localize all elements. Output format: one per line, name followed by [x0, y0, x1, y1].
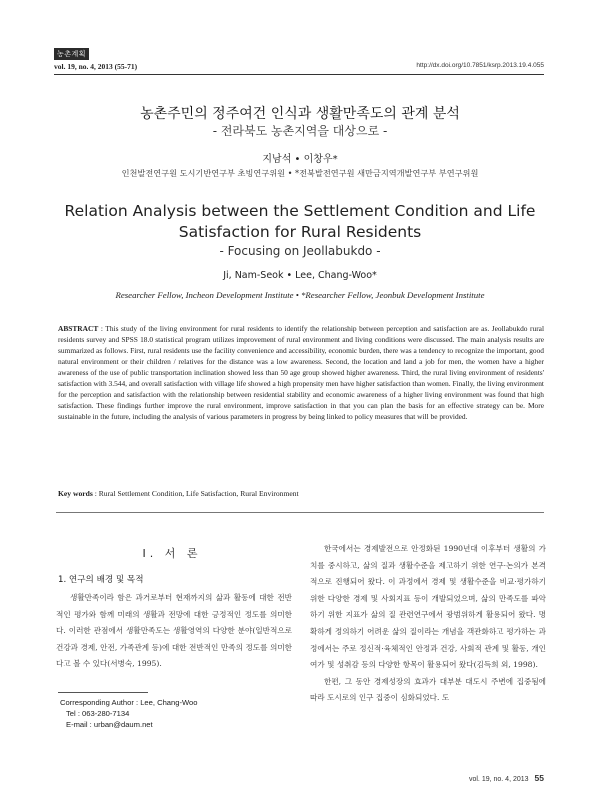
- keywords: [58, 489, 299, 498]
- journal-logo: 농촌계획: [54, 48, 89, 60]
- author-tel: Tel : 063-280-7134: [66, 709, 130, 718]
- section-heading: I. 서 론: [142, 547, 202, 560]
- footer-issue: vol. 19, no. 4, 2013: [468, 776, 529, 783]
- korean-subtitle: - 전라북도 농촌지역을 대상으로 -: [212, 124, 388, 138]
- keywords-divider: [56, 512, 544, 513]
- right-column: [310, 541, 546, 707]
- left-column: [56, 590, 292, 673]
- english-authors: Ji, Nam-Seok • Lee, Chang-Woo*: [223, 270, 377, 281]
- english-title-line1: Relation Analysis between the Settlement Condition and Life: [64, 202, 536, 220]
- abstract-text: : This study of the living environment for rural residents to identify the relationship between perception and satisfaction are as. Jeollabukdo rural residents survey and SPSS 18.0 statistical program utilizes improvement of rural environment and living conditions were discussed. The main analysis results are summarized as follows. First, rural residents use the facility convenience and accessibility, economic burden, there was a tendency to recognize the important, good natural environment or their children / relatives for the distance was a low awareness. Second, the location and land a job for men, the women have a higher awareness of the use of public transportation inclination showed less than 50 age group showed higher awareness. Third, the rural living environment of residents' satisfaction with 3.544, and overall satisfaction with village life showed a high propensity men have higher satisfaction than women. Finally, the living environment for the perception and satisfaction with the relationship between residential stability and economic awareness of a higher living environment was found that high satisfaction. These findings further improve the rural environment, improve satisfaction in that you can plan the basis for an effective strategy can be. More sustainable in the future, including the analysis of various parameters in progress by being linked to policy measures that will be provided.: [58, 324, 544, 421]
- corresponding-author: Corresponding Author : Lee, Chang-Woo: [60, 698, 198, 707]
- abstract: [58, 323, 544, 422]
- doi-link[interactable]: http://dx.doi.org/10.7851/ksrp.2013.19.4.055: [416, 62, 544, 69]
- right-paragraph-2: 한편, 그 동안 경제성장의 효과가 대부분 대도시 주변에 집중됨에 따라 도시로의 인구 집중이 심화되었다. 도: [310, 676, 546, 703]
- right-paragraph-1: 한국에서는 경제발전으로 안정화된 1990년대 이후부터 생활의 가치를 중시하고, 삶의 질과 생활수준을 제고하기 위한 연구·논의가 본격적으로 진행되어 왔다. 이 과정에서 경제 및 생활수준을 비교·평가하기 위한 다양한 경제 및 사회지표 등이 개발되었으며, 삶의 만족도를 파악하기 위한 지표가 삶의 질 관련연구에서 광범위하게 활용되어 왔다. 명확하게 정의하기 어려운 삶의 질이라는 개념을 객관화하고 평가하는 과정에서는 주로 정신적·육체적인 안정과 건강, 사회적 관계 및 활동, 개인 여가 및 성취감 등의 다양한 항목이 활용되어 왔다(김득희 외, 1998).: [310, 544, 546, 670]
- left-paragraph: 생활만족이라 함은 과거로부터 현재까지의 삶과 활동에 대한 전반적인 평가와 함께 미래의 생활과 전망에 대한 긍정적인 정도를 의미한다. 이러한 관점에서 생활만족도는 생활영역의 다양한 분야(일반적으로 건강과 경제, 안전, 가족관계 등)에 대한 전반적인 만족의 정도를 의미한다고 볼 수 있다(서병숙, 1995).: [56, 593, 292, 669]
- korean-authors: 지남석 • 이창우*: [262, 154, 338, 165]
- author-email[interactable]: E-mail : urban@daum.net: [66, 720, 153, 729]
- header-divider: [54, 74, 544, 75]
- page-number: 55: [534, 773, 544, 783]
- footnote-divider: [58, 692, 148, 693]
- english-subtitle: - Focusing on Jeollabukdo -: [219, 244, 381, 258]
- english-title-line2: Satisfaction for Rural Residents: [178, 223, 422, 241]
- korean-title: 농촌주민의 정주여건 인식과 생활만족도의 관계 분석: [140, 106, 460, 122]
- volume-info: vol. 19, no. 4, 2013 (55-71): [54, 62, 138, 71]
- korean-affiliations: 인천발전연구원 도시기반연구부 초빙연구위원 • *전북발전연구원 새만금지역개발연구부 부연구위원: [121, 168, 479, 178]
- english-affiliations: Researcher Fellow, Incheon Development Institute • *Researcher Fellow, Jeonbuk Development Institute: [115, 290, 485, 300]
- abstract-label: ABSTRACT: [58, 324, 99, 333]
- corresponding-author-note: [60, 697, 197, 730]
- page-footer: [469, 773, 544, 783]
- subsection-heading: 1. 연구의 배경 및 목적: [58, 575, 144, 585]
- keywords-text: : Rural Settlement Condition, Life Satisfaction, Rural Environment: [92, 489, 299, 498]
- keywords-label: Key words: [58, 489, 93, 498]
